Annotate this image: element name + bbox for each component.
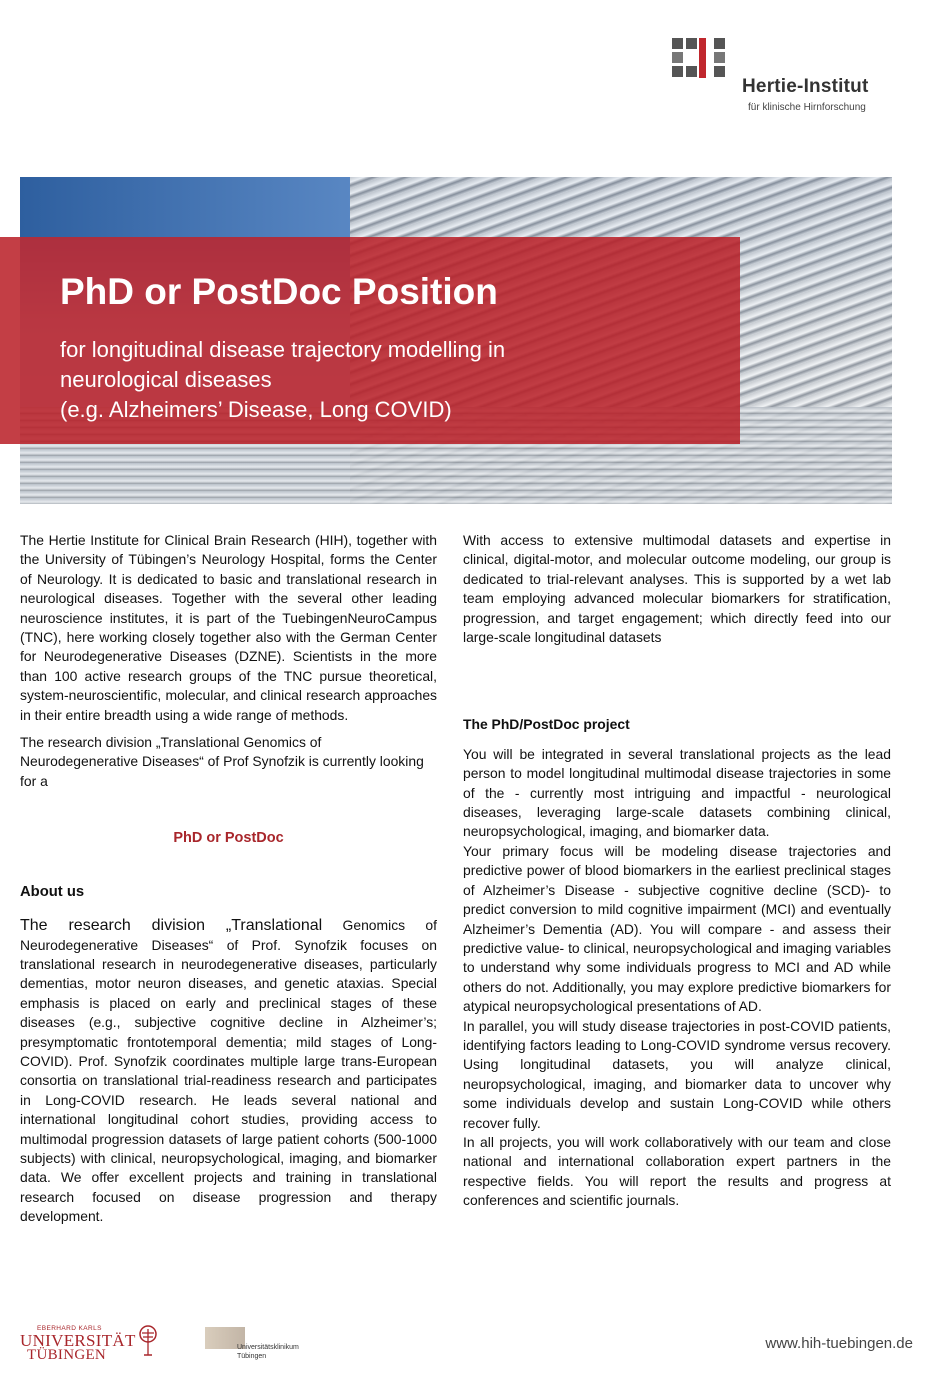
logo-name: Hertie-Institut	[742, 76, 869, 97]
position-label: PhD or PostDoc	[173, 830, 284, 847]
project-paragraph: In parallel, you will study disease trajectories in post-COVID patients, identifying factors leading to Long-COVID syndrome versus recovery. Using longitudinal datasets, you will analyze clinical, neuropsychological, imaging, and biomarker data to uncover why some individuals develop and sustain Long-COVID while others recover fully.	[463, 1017, 891, 1131]
project-paragraph: You will be integrated in several translational projects as the lead person to model longitudinal multimodal disease trajectories in some of the - currently most intriguing and impactful - neurological diseases, leveraging large-scale datasets combining clinical, neuropsychological, imaging, and biomarker data.	[463, 745, 891, 840]
ut-logo-line2: TÜBINGEN	[27, 1347, 107, 1363]
ukt-line2: Tübingen	[237, 1353, 267, 1360]
ut-logo-small: EBERHARD KARLS	[37, 1325, 102, 1332]
about-paragraph	[20, 916, 437, 1227]
ut-logo-line1: UNIVERSITÄT	[20, 1331, 136, 1350]
about-text: Genomics of Neurodegenerative Diseases“ of Prof. Synofzik focuses on translational research in neurodegenerative diseases, particularly dementias, motor neuron diseases, and genetic ataxias. Special emphasis is placed on early and preclinical stages of these diseases (e.g., subjective cognitive decline in Alzheimer’s; presymptomatic frontotemporal dementia; mild stages of Long-COVID). Prof. Synofzik coordinates multiple large trans-European consortia on translational trial-readiness research and participates in Long-COVID research. He leads several national and international longitudinal cohort studies, providing access to multimodal progression datasets of large patient cohorts (500-1000 subjects) with clinical, neuropsychological, imaging, and biomarker data. We offer excellent projects and training in translational research focused on disease progression and therapy development.	[20, 917, 437, 1225]
about-heading: About us	[20, 883, 85, 900]
project-paragraph: Your primary focus will be modeling disease trajectories and predictive power of blood biomarkers in the earliest preclinical stages of Alzheimer’s Disease - subjective cognitive decline (SCD)- to predict conversion to mild cognitive impairment (MCI) and eventually Alzheimer’s Dementia (AD). You will compare - and assess their predictive value- to clinical, neuropsychological and imaging variables to understand why some individuals progress to MCI and AD while others do not. Additionally, you may explore predictive biomarkers for atypical neuropsychological presentations of AD.	[463, 842, 891, 1015]
intro-paragraph: The Hertie Institute for Clinical Brain Research (HIH), together with the University of Tübingen’s Neurology Hospital, forms the Center of Neurology. It is dedicated to basic and translational research in neurological diseases. Together with the several other leading neuroscience institutes, it is part of the TuebingenNeuroCampus (TNC), here working closely together also with the German Center for Neurodegenerative Diseases (DZNE). Scientists in the more than 100 active research groups of the TNC pursue theoretical, system-neuroscientific, molecular, and clinical research approaches in their entire breadth using a wide range of methods.	[20, 532, 437, 723]
right-intro-paragraph: With access to extensive multimodal datasets and expertise in clinical, digital-motor, and molecular outcome modeling, our group is dedicated to trial-relevant analyses. This is supported by a wet lab team employing advanced molecular biomarkers for stratification, progression, and target engagement; which directly feed into our large-scale longitudinal datasets	[463, 532, 891, 646]
university-tuebingen-logo	[20, 1325, 160, 1365]
ukt-line1: Universitätsklinikum	[237, 1344, 299, 1351]
left-column	[20, 531, 437, 1227]
subtitle-line: for longitudinal disease trajectory modelling in	[60, 337, 506, 362]
hih-logo	[672, 38, 902, 118]
subtitle-line: (e.g. Alzheimers’ Disease, Long COVID)	[60, 397, 452, 422]
page-subtitle	[60, 335, 505, 425]
logo-subtitle: für klinische Hirnforschung	[748, 102, 866, 113]
division-paragraph: The research division „Translational Genomics of Neurodegenerative Diseases“ of Prof Synofzik is currently looking for a	[20, 734, 424, 789]
right-column	[463, 531, 891, 1211]
ukt-logo	[205, 1325, 335, 1365]
project-paragraph: In all projects, you will work collaboratively with our team and close national and international collaboration expert partners in the respective fields. You will report the results and progress at conferences and scientific journals.	[463, 1133, 891, 1209]
project-heading: The PhD/PostDoc project	[463, 716, 630, 733]
website-url: www.hih-tuebingen.de	[765, 1335, 913, 1352]
about-lead: The research division „Translational	[20, 917, 323, 935]
hih-logo-mark	[672, 38, 736, 78]
page-title: PhD or PostDoc Position	[60, 271, 498, 312]
subtitle-line: neurological diseases	[60, 367, 272, 392]
palm-tree-icon	[136, 1325, 160, 1359]
ukt-logo-text	[237, 1343, 299, 1361]
